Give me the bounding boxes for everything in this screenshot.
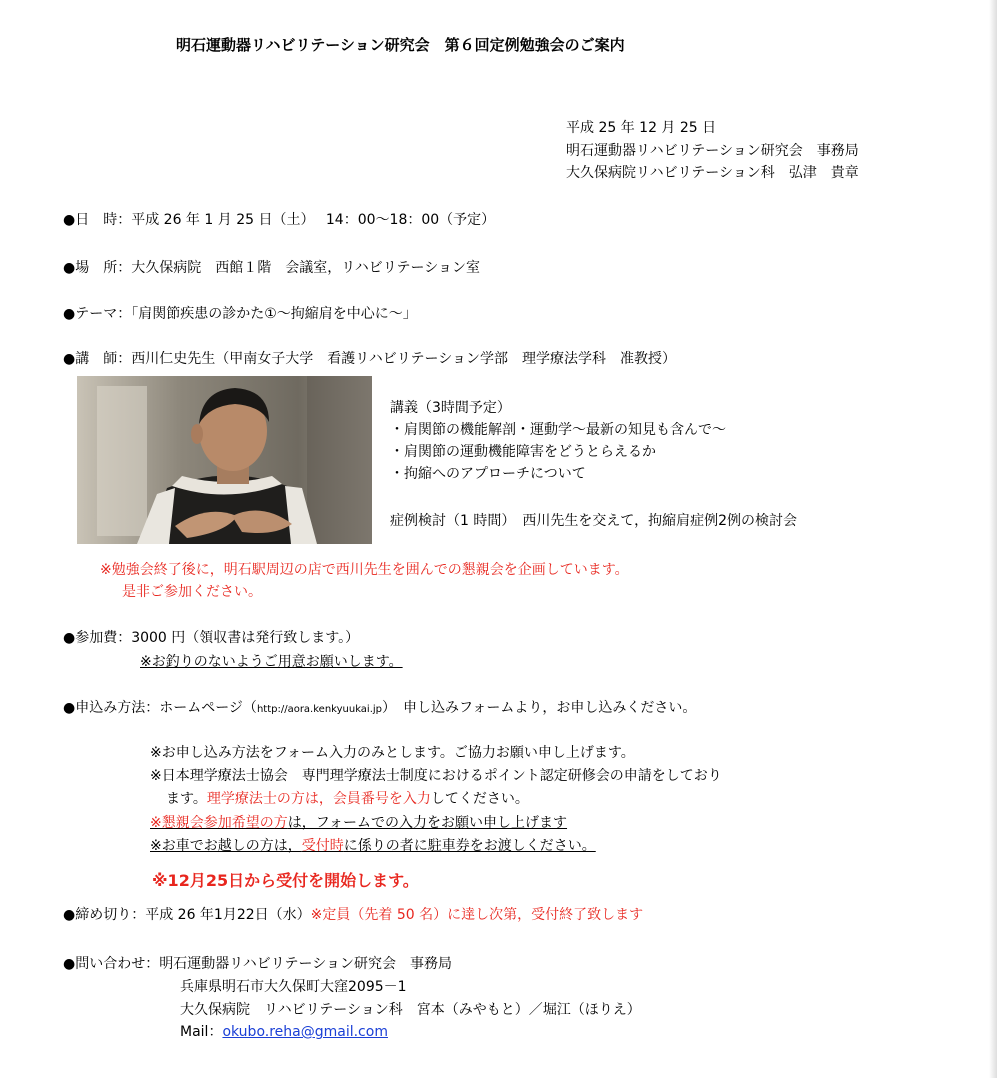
program-item: ・肩関節の機能解剖・運動学～最新の知見も含んで～ [390, 422, 726, 438]
note-parking-a: ※お車でお越しの方は， [150, 838, 302, 854]
contact-persons: 大久保病院 リハビリテーション科 宮本（みやもと）／堀江（ほりえ） [180, 1002, 641, 1018]
note-member-number [166, 790, 529, 808]
program-heading: 講義（3時間予定） [390, 400, 511, 416]
fee: ●参加費：3000 円（領収書は発行致します。） [63, 630, 360, 646]
apply-url-link[interactable]: http://aora.kenkyuukai.jp [256, 704, 383, 715]
contact-address: 兵庫県明石市大久保町大窪2095－1 [180, 979, 407, 995]
note-parking-b: 受付時 [301, 838, 344, 854]
lecturer-photo [77, 376, 372, 544]
apply-method [63, 699, 696, 719]
fee-note: ※お釣りのないようご用意お願いします。 [140, 654, 403, 670]
issue-date: 平成 25 年 12 月 25 日 [566, 120, 717, 136]
program-item: ・肩関節の運動機能障害をどうとらえるか [390, 444, 656, 460]
program-item: ・拘縮へのアプローチについて [390, 466, 586, 482]
party-note-line2: 是非ご参加ください。 [122, 584, 262, 600]
note-party-form [150, 814, 567, 832]
apply-prefix: ●申込み方法：ホームページ（ [63, 700, 257, 716]
apply-suffix: ） 申し込みフォームより，お申し込みください。 [382, 700, 697, 716]
event-venue: ●場 所：大久保病院 西館１階 会議室，リハビリテーション室 [63, 260, 480, 276]
note-points: ※日本理学療法士協会 専門理学療法士制度におけるポイント認定研修会の申請をしており [150, 768, 722, 784]
note-member-c: してください。 [430, 791, 529, 807]
mail-label: Mail： [180, 1024, 223, 1040]
issuer-org: 明石運動器リハビリテーション研究会 事務局 [566, 143, 859, 159]
note-member-a: ます。 [166, 791, 207, 807]
flyer-title: 明石運動器リハビリテーション研究会 第６回定例勉強会のご案内 [176, 36, 625, 54]
contact-heading: ●問い合わせ：明石運動器リハビリテーション研究会 事務局 [63, 956, 452, 972]
deadline-prefix: ●締め切り：平成 26 年1月22日（水） [63, 907, 311, 923]
note-parking [150, 837, 596, 855]
event-theme: ●テーマ：「肩関節疾患の診かた①～拘縮肩を中心に～」 [63, 306, 417, 322]
page-edge-shadow [989, 0, 997, 1078]
note-party-a: ※懇親会参加希望の方 [150, 815, 288, 831]
start-notice: ※12月25日から受付を開始します。 [152, 871, 419, 890]
note-parking-c: に係りの者に駐車券をお渡しください。 [343, 838, 596, 854]
note-party-b: は，フォームでの入力をお願い申し上げます [287, 815, 568, 831]
deadline-capacity: ※定員（先着 50 名）に達し次第，受付終了致します [310, 907, 644, 923]
event-datetime: ●日 時：平成 26 年 1 月 25 日（土） 14：00～18：00（予定） [63, 212, 496, 228]
mail-link[interactable]: okubo.reha@gmail.com [222, 1024, 388, 1040]
issuer-author: 大久保病院リハビリテーション科 弘津 貴章 [566, 165, 859, 181]
note-form-only: ※お申し込み方法をフォーム入力のみとします。ご協力お願い申し上げます。 [150, 745, 635, 761]
event-lecturer: ●講 師：西川仁史先生（甲南女子大学 看護リハビリテーション学部 理学療法学科 准教授） [63, 351, 676, 367]
note-member-b: 理学療法士の方は，会員番号を入力 [206, 791, 431, 807]
party-note-line1: ※勉強会終了後に，明石駅周辺の店で西川先生を囲んでの懇親会を企画しています。 [100, 562, 629, 578]
case-study: 症例検討（1 時間） 西川先生を交えて，拘縮肩症例2例の検討会 [390, 513, 797, 529]
deadline [63, 906, 643, 924]
contact-mail [180, 1023, 388, 1041]
